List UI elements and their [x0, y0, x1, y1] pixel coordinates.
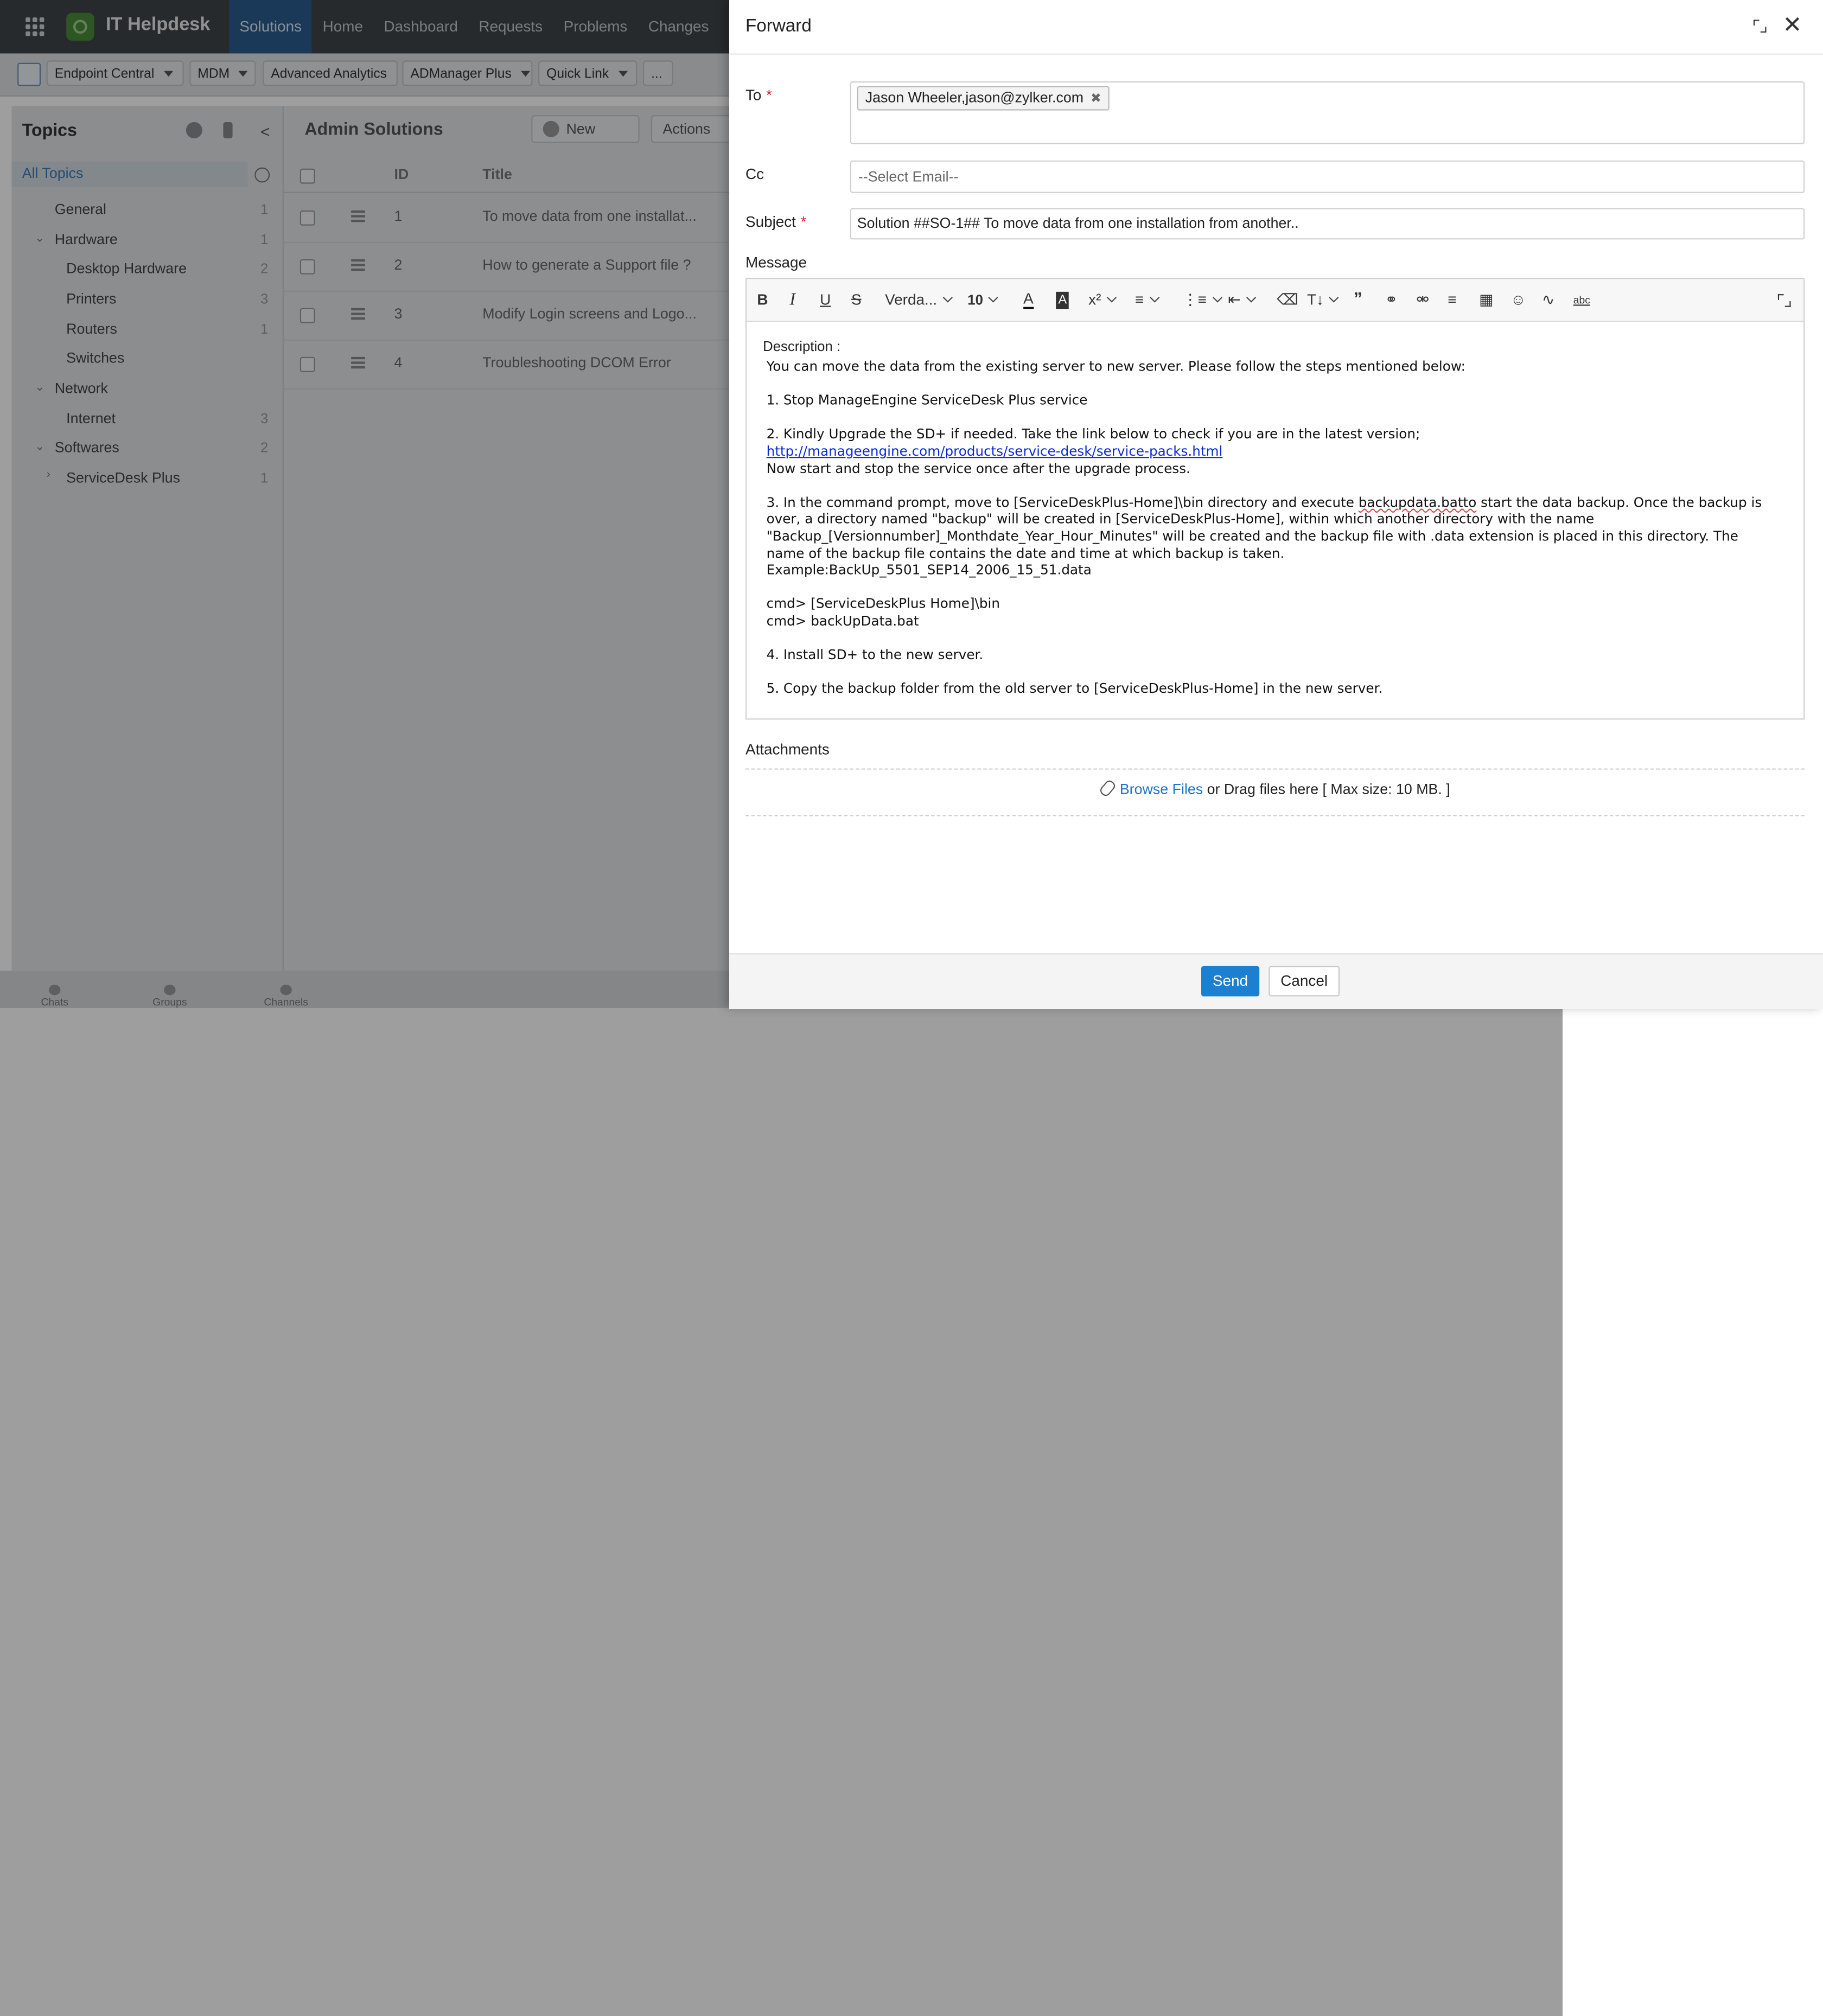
- file-dropzone[interactable]: [729, 780, 1823, 798]
- message-line: 5. Copy the backup folder from the old server to [ServiceDeskPlus-Home] in the new server.: [766, 680, 1383, 697]
- collapse-sidebar-icon[interactable]: <: [260, 122, 270, 141]
- recipient-label: Jason Wheeler,jason@zylker.com: [865, 90, 1084, 106]
- to-field[interactable]: [850, 81, 1805, 144]
- maximize-icon[interactable]: [1754, 20, 1767, 33]
- divider: [745, 768, 1805, 769]
- italic-icon[interactable]: I: [789, 290, 796, 310]
- new-label: New: [566, 120, 596, 137]
- editor-fullscreen-icon[interactable]: [1778, 294, 1791, 307]
- font-family-dropdown[interactable]: Verda...: [885, 290, 951, 311]
- spellcheck-icon[interactable]: abc: [1573, 294, 1590, 306]
- column-title[interactable]: Title: [482, 166, 512, 183]
- bold-icon[interactable]: B: [757, 290, 768, 308]
- quick-link-dropdown[interactable]: Quick Link: [538, 60, 637, 86]
- description-label: Description :: [763, 338, 841, 355]
- message-line: 2. Kindly Upgrade the SD+ if needed. Take the link below to check if you are in the latest version;: [766, 426, 1420, 443]
- message-line: cmd> [ServiceDeskPlus Home]\bin: [766, 595, 1000, 612]
- service-packs-link[interactable]: http://manageengine.com/products/service-desk/service-packs.html: [766, 443, 1223, 460]
- table-icon[interactable]: ▦: [1479, 290, 1494, 308]
- subject-input[interactable]: [850, 208, 1805, 240]
- link-icon[interactable]: ⚭: [1385, 290, 1398, 308]
- message-line: Now start and stop the service once after the upgrade process.: [766, 460, 1190, 476]
- recipient-chip: [857, 86, 1110, 111]
- tree-item-network[interactable]: Network: [54, 380, 108, 397]
- admanager-plus-dropdown[interactable]: ADManager Plus: [402, 60, 532, 86]
- message-line: You can move the data from the existing server to new server. Please follow the steps mentioned below:: [766, 358, 1465, 375]
- mdm-dropdown[interactable]: MDM: [189, 60, 256, 86]
- tree-item-softwares[interactable]: Softwares: [54, 439, 119, 456]
- expand-arrow-icon[interactable]: ⌄: [35, 381, 45, 394]
- endpoint-central-dropdown[interactable]: Endpoint Central: [47, 60, 184, 86]
- tree-count: 2: [260, 439, 269, 456]
- row-id: 3: [394, 305, 403, 322]
- source-code-icon[interactable]: ∿: [1541, 290, 1555, 308]
- tree-count: 1: [260, 321, 269, 337]
- actions-dropdown[interactable]: Actions: [651, 115, 744, 143]
- attachments-label: Attachments: [745, 741, 830, 758]
- nav-home[interactable]: Home: [322, 17, 363, 35]
- more-button[interactable]: ...: [643, 60, 673, 86]
- strikethrough-icon[interactable]: S: [851, 290, 862, 308]
- nav-problems[interactable]: Problems: [563, 17, 628, 35]
- tree-count: 3: [260, 290, 269, 307]
- superscript-icon[interactable]: x²: [1088, 290, 1115, 311]
- browse-files-link[interactable]: Browse Files: [1119, 781, 1203, 798]
- divider: [729, 54, 1823, 55]
- tree-item-printers[interactable]: Printers: [66, 290, 117, 307]
- app-name: IT Helpdesk: [106, 15, 211, 35]
- tree-count: 1: [260, 469, 269, 486]
- tree-item-servicedesk-plus[interactable]: ServiceDesk Plus: [66, 469, 181, 486]
- nav-changes[interactable]: Changes: [648, 17, 709, 35]
- align-icon[interactable]: ≡: [1135, 290, 1158, 311]
- groups-button[interactable]: Groups: [146, 985, 193, 1008]
- quote-icon[interactable]: ”: [1353, 289, 1362, 310]
- subject-value: Solution ##SO-1## To move data from one installation from another..: [857, 215, 1299, 232]
- column-id[interactable]: ID: [394, 166, 409, 183]
- divider: [745, 815, 1805, 816]
- collapsed-arrow-icon[interactable]: ›: [46, 468, 50, 482]
- tree-item-switches[interactable]: Switches: [66, 350, 125, 367]
- tree-count: 3: [260, 410, 269, 427]
- message-line: 1. Stop ManageEngine ServiceDesk Plus service: [766, 392, 1088, 409]
- message-line: 4. Install SD+ to the new server.: [766, 646, 984, 663]
- tree-count: 1: [260, 201, 269, 218]
- panel-footer: [729, 953, 1823, 1009]
- cc-placeholder: --Select Email--: [858, 168, 959, 185]
- expand-arrow-icon[interactable]: ⌄: [35, 232, 45, 246]
- eraser-icon[interactable]: ⌫: [1277, 290, 1298, 308]
- row-id: 1: [394, 208, 403, 225]
- tree-count: 2: [260, 260, 269, 277]
- all-topics-item[interactable]: All Topics: [11, 162, 247, 187]
- panel-title: Forward: [745, 16, 812, 36]
- paperclip-icon: [1098, 779, 1117, 798]
- remove-recipient-icon[interactable]: ✖: [1090, 92, 1101, 106]
- message-line: cmd> backUpData.bat: [766, 613, 919, 629]
- tree-item-internet[interactable]: Internet: [66, 410, 116, 427]
- editor-body[interactable]: [747, 322, 1803, 719]
- row-title[interactable]: Modify Login screens and Logo...: [482, 305, 697, 322]
- format-icon[interactable]: ≡: [1448, 290, 1457, 308]
- line-height-icon[interactable]: T↓: [1307, 290, 1338, 311]
- cancel-button[interactable]: Cancel: [1269, 966, 1340, 997]
- row-id: 2: [394, 257, 403, 273]
- message-content: [767, 358, 1778, 697]
- tree-count: 1: [260, 231, 269, 248]
- emoji-icon[interactable]: ☺: [1510, 290, 1526, 308]
- expand-arrow-icon[interactable]: ⌄: [35, 441, 45, 454]
- indent-icon[interactable]: ⇤: [1228, 290, 1254, 311]
- row-title[interactable]: Troubleshooting DCOM Error: [482, 354, 671, 371]
- row-title[interactable]: How to generate a Support file ?: [482, 257, 691, 273]
- tree-item-routers[interactable]: Routers: [66, 321, 117, 337]
- highlight-color-icon[interactable]: A: [1056, 292, 1069, 309]
- topics-title: Topics: [22, 120, 77, 141]
- close-icon[interactable]: ✕: [1782, 12, 1802, 39]
- row-title[interactable]: To move data from one installat...: [482, 208, 697, 225]
- message-label: Message: [745, 253, 807, 271]
- cc-field[interactable]: [850, 161, 1805, 193]
- channels-button[interactable]: Channels: [263, 985, 309, 1008]
- nav-requests[interactable]: Requests: [479, 17, 543, 35]
- forward-panel: [729, 0, 1823, 1008]
- unlink-icon[interactable]: ⚮: [1416, 290, 1429, 308]
- text-color-icon[interactable]: A: [1023, 290, 1034, 309]
- message-line: 3. In the command prompt, move to [ServiceDeskPlus-Home]\bin directory and execute backupdata.batto start the data backup. Once the backup is over, a directory named "backup" will be created in [ServiceDeskPlus-Home], within which another directory with the name "Backup_[Versionnumber]_Monthdate_Year_Hour_Minutes" will be created and the backup file with .data extension is placed in this directory. The name of the backup file contains the date and time at which backup is taken.: [766, 494, 1762, 562]
- to-label: To *: [745, 86, 772, 104]
- tree-item-desktop-hardware[interactable]: Desktop Hardware: [66, 260, 187, 277]
- chats-button[interactable]: Chats: [31, 985, 78, 1008]
- message-line: Example:BackUp_5501_SEP14_2006_15_51.data: [766, 562, 1092, 578]
- tree-item-general[interactable]: General: [54, 201, 107, 218]
- list-icon[interactable]: ⋮≡: [1183, 290, 1221, 311]
- underline-icon[interactable]: U: [820, 290, 831, 308]
- tree-item-hardware[interactable]: Hardware: [54, 231, 118, 248]
- font-size-dropdown[interactable]: 10: [967, 290, 997, 311]
- cc-label: Cc: [745, 165, 764, 183]
- row-id: 4: [394, 354, 403, 371]
- subject-label: Subject *: [745, 213, 807, 231]
- nav-dashboard[interactable]: Dashboard: [384, 17, 458, 35]
- drag-hint: or Drag files here [ Max size: 10 MB. ]: [1203, 781, 1450, 798]
- list-title[interactable]: Admin Solutions: [304, 119, 443, 140]
- nav-solutions[interactable]: Solutions: [229, 0, 312, 54]
- send-button[interactable]: Send: [1201, 966, 1259, 997]
- message-editor[interactable]: [745, 278, 1805, 719]
- advanced-analytics-button[interactable]: Advanced Analytics: [263, 60, 398, 86]
- editor-toolbar: [747, 279, 1803, 322]
